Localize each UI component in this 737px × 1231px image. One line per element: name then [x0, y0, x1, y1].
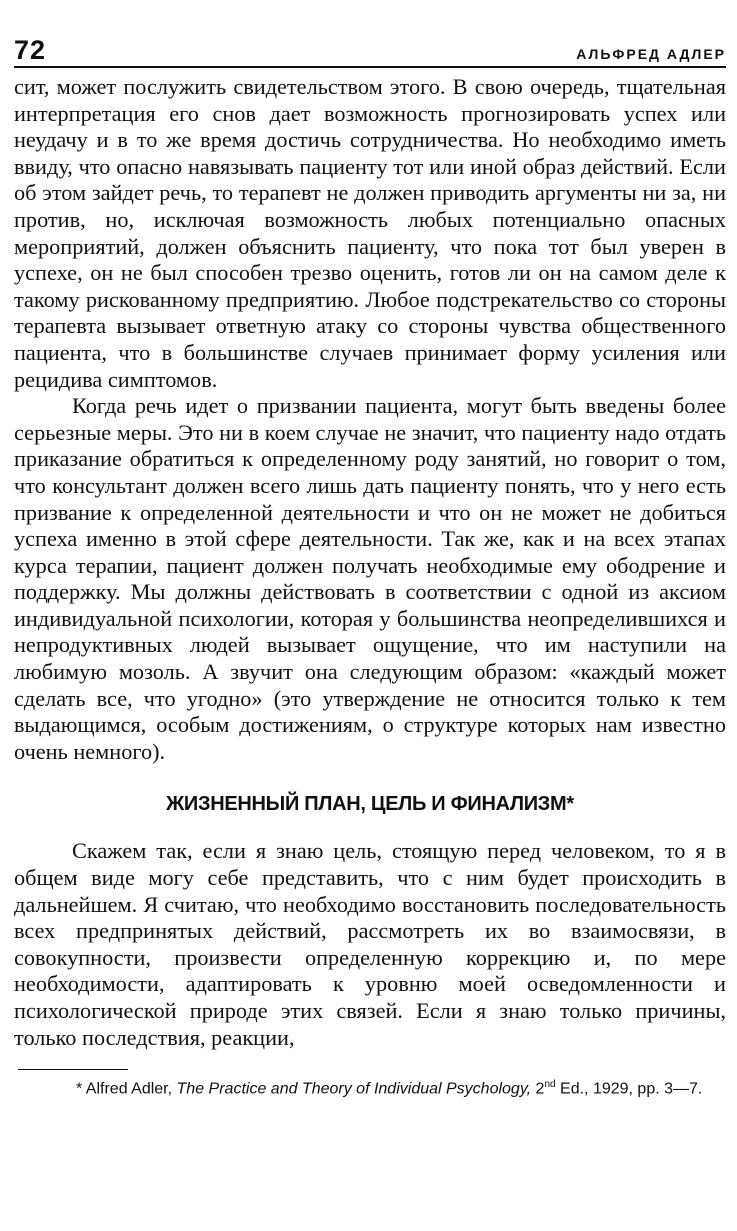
footnote-marker: *: [76, 1080, 83, 1098]
paragraph-3: Скажем так, если я знаю цель, стоящую перед человеком, то я в общем виде могу себе представить, что с ним будет происходить в дальнейшем. Я считаю, что необходимо восстановить последовательность всех предпринятых действий, рассмотреть их во взаимосвязи, в совокупности, произвести определенную коррекцию и, по мере необходимости, адаптировать к уровню моей осведомленности и психологической природе этих связей. Если я знаю только причины, только последствия, реакции,: [14, 838, 726, 1050]
book-page: [14, 35, 726, 1101]
footnote-edition-suffix: nd: [544, 1079, 556, 1091]
footnote-edition-number: 2: [535, 1080, 545, 1098]
body-text: [14, 74, 726, 1051]
footnote-divider: [18, 1069, 128, 1070]
paragraph-1: сит, может послужить свидетельством этого. В свою очередь, тщательная интерпретация его снов дает возможность прогнозировать успех или неудачу и в то же время достичь сотрудничества. Но необходимо иметь ввиду, что опасно навязывать пациенту тот или иной образ действий. Если об этом зайдет речь, то терапевт не должен приводить аргументы ни за, ни против, но, исключая возможность любых потенциально опасных мероприятий, должен объяснить пациенту, что пока тот был уверен в успехе, он не был способен трезво оценить, готов ли он на самом деле к такому рискованному предприятию. Любое подстрекательство со стороны терапевта вызывает ответную атаку со стороны чувства общественного пациента, что в большинстве случаев принимает форму усиления или рецидива симптомов.: [14, 74, 726, 392]
footnote-author: Alfred Adler,: [85, 1080, 173, 1098]
paragraph-2: Когда речь идет о призвании пациента, могут быть введены более серьезные меры. Это ни в коем случае не значит, что пациенту надо отдать приказание обратиться к определенному роду занятий, но говорит о том, что консультант должен всего лишь дать пациенту понять, что у него есть призвание к определенной деятельности и что он не может не добиться успеха именно в этой сфере деятельности. Так же, как и на всех этапах курса терапии, пациент должен получать необходимые ему ободрение и поддержку. Мы должны действовать в соответствии с одной из аксиом индивидуальной психологии, которая у большинства неопределившихся и непродуктивных людей вызывает ощущение, что им наступили на любимую мозоль. А звучит она следующим образом: «каждый может сделать все, что угодно» (это утверждение не относится только к тем выдающимся, особым достижениям, о структуре которых нам известно очень немного).: [14, 393, 726, 764]
running-title: АЛЬФРЕД АДЛЕР: [576, 46, 726, 62]
page-header: [14, 35, 726, 68]
section-heading: ЖИЗНЕННЫЙ ПЛАН, ЦЕЛЬ И ФИНАЛИЗМ*: [166, 793, 574, 816]
footnote: [14, 1074, 726, 1100]
page-number: 72: [14, 35, 47, 65]
footnote-title: The Practice and Theory of Individual Psychology,: [176, 1080, 532, 1098]
footnote-rest: Ed., 1929, pp. 3—7.: [560, 1080, 703, 1098]
